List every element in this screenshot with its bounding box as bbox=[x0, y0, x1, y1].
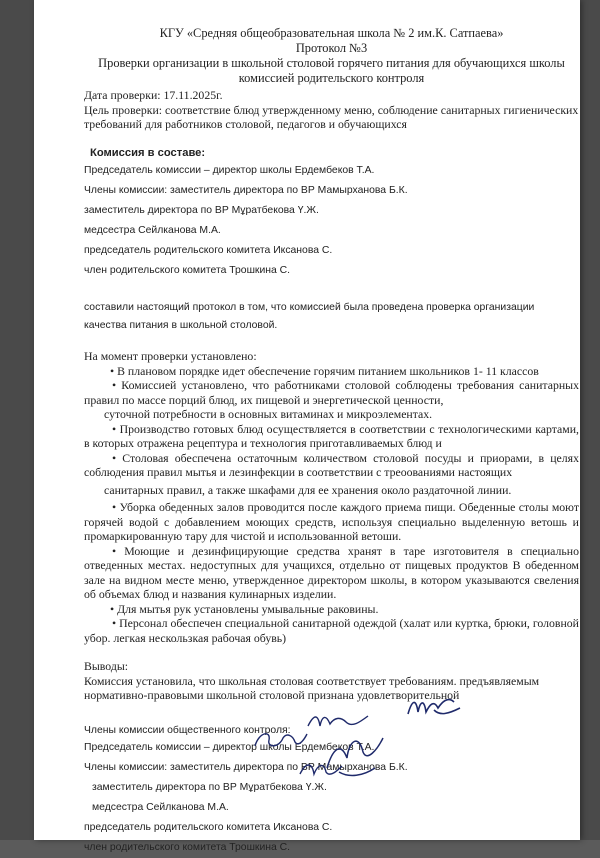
findings-list bbox=[84, 364, 579, 646]
commission-title: Комиссия в составе: bbox=[90, 146, 206, 159]
protocol-number: Протокол №3 bbox=[295, 41, 368, 55]
school-name: КГУ «Средняя общеобразовательная школа № 2 им.К. Сатпаева» bbox=[159, 26, 504, 40]
finding-item: • Для мытья рук установлены умывальные раковины. bbox=[110, 601, 379, 616]
finding-item: • Производство готовых блюд осуществляется в соответствии с технологическими картами, в которых отражена рецептура и технология приготавливаемых блюд и bbox=[84, 421, 579, 450]
signature-troshkina bbox=[296, 756, 346, 784]
signature-member: медсестра Сейлканова М.А. bbox=[92, 801, 229, 813]
finding-item: • В плановом порядке идет обеспечение горячим питанием школьников 1- 11 классов bbox=[110, 363, 539, 378]
signatures-title: Члены комиссии общественного контроля: bbox=[84, 724, 291, 736]
finding-item: • Комиссией установлено, что работниками столовой соблюдены требования санитарных правил по массе порций блюд, их пищевой и энергетической ценности, bbox=[84, 378, 579, 407]
finding-item: • Персонал обеспечен специальной санитарной одеждой (халат или куртка, брюки, головной убор. легкая нескользкая рабочая обувь) bbox=[84, 616, 579, 645]
signature-mamyrhanova bbox=[404, 690, 464, 724]
findings-title: На момент проверки установлено: bbox=[84, 349, 257, 363]
protocol-subject: Проверки организации в школьной столовой горячего питания для обучающихся школы комиссией родительского контроля bbox=[98, 56, 565, 85]
finding-item: санитарных правил, а также шкафами для ее хранения около раздаточной линии. bbox=[104, 482, 512, 497]
signature-member: Председатель комиссии – директор школы Ердембеков Т.А. bbox=[84, 741, 375, 753]
signature-member: председатель родительского комитета Иксанова С. bbox=[84, 821, 333, 833]
commission-member: медсестра Сейлканова М.А. bbox=[84, 225, 221, 236]
finding-item: • Столовая обеспечена остаточным количеством столовой посуды и приорами, в целях соблюдения правил мытья и лезинфекции в соответствии с треоованиями настоящих bbox=[84, 450, 579, 479]
commission-member: заместитель директора по ВР Мұратбекова Ү.Ж. bbox=[84, 205, 319, 216]
conclusions-title: Выводы: bbox=[84, 659, 129, 673]
commission-member: Члены комиссии: заместитель директора по ВР Мамырханова Б.К. bbox=[84, 185, 408, 196]
protocol-statement: составили настоящий протокол в том, что комиссией была проведена проверка организации качества питания в школьной столовой. bbox=[84, 302, 535, 331]
finding-item: • Моющие и дезинфицирующие средства хранят в таре изготовителя в специально отведенных местах. недоступных для учащихся, отдельно от пищевых продуктов В обеденном зале на видном месте меню, утвержденное директором школы, в котором указываются свеления об объемах блюд и названия кулинарных изделии. bbox=[84, 543, 579, 601]
commission-member: член родительского комитета Трошкина С. bbox=[84, 265, 291, 276]
conclusions-text: Комиссия установила, что школьная столовая соответствует требованиям. предъявляемым нормативно-правовыми школьной столовой признана удовлетворительной bbox=[84, 673, 540, 702]
finding-item: суточной потребности в основных витаминах и микроэлементах. bbox=[104, 407, 433, 421]
commission-list bbox=[84, 161, 579, 281]
check-date: Дата проверки: 17.11.2025г. bbox=[84, 88, 223, 102]
document-page bbox=[34, 0, 580, 853]
signature-member: Члены комиссии: заместитель директора по ВР Мамырханова Б.К. bbox=[84, 761, 408, 773]
signature-seilkanova bbox=[249, 726, 309, 756]
commission-member: председатель родительского комитета Иксанова С. bbox=[84, 245, 333, 256]
check-purpose: Цель проверки: соответствие блюд утвержденному меню, соблюдение санитарных гигиенических требований для работников столовой, педагогов и обучающихся bbox=[84, 102, 579, 131]
signature-member: член родительского комитета Трошкина С. bbox=[84, 841, 291, 853]
commission-member: Председатель комиссии – директор школы Ердембеков Т.А. bbox=[84, 165, 375, 176]
finding-item: • Уборка обеденных залов проводится после каждого приема пищи. Обеденные столы моют горячей водой с добавлением моющих средств, используя специально выделенную ветошь и промаркированную тару для чистой и использованной ветоши. bbox=[84, 500, 579, 543]
signature-member: заместитель директора по ВР Мұратбекова Ү.Ж. bbox=[92, 781, 327, 793]
